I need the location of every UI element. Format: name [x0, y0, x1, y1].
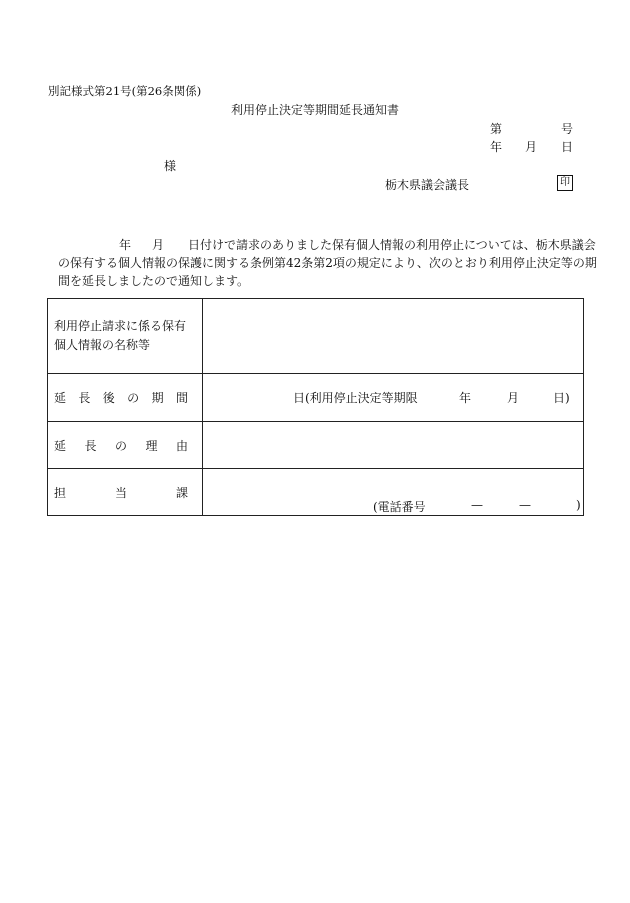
- info-table: [47, 298, 584, 516]
- label-char: の: [114, 438, 127, 453]
- period-year-text: 年: [459, 391, 472, 405]
- period-day-text: 日(利用停止決定等期限: [293, 391, 418, 405]
- document-title: 利用停止決定等期間延長通知書: [230, 103, 399, 117]
- extension-reason-label: [54, 437, 188, 454]
- label-char: 理: [145, 438, 158, 453]
- period-month-text: 月: [507, 391, 520, 405]
- extended-period-value-cell: [203, 374, 584, 422]
- label-cell: [48, 299, 203, 374]
- doc-number-prefix: 第: [490, 122, 503, 136]
- table-row: [48, 469, 584, 516]
- info-name-value-cell: [203, 299, 584, 374]
- label-char: 長: [84, 438, 97, 453]
- label-char: 延: [54, 438, 67, 453]
- date-month: 月: [525, 140, 538, 154]
- addressee-honorific: 様: [164, 159, 177, 173]
- table-row: [48, 374, 584, 422]
- extended-period-label: [54, 389, 188, 406]
- issuer-name: 栃木県議会議長: [385, 178, 470, 192]
- table-row: [48, 299, 584, 374]
- form-number-label: 別記様式第21号(第26条関係): [48, 84, 202, 98]
- date-year: 年: [490, 140, 503, 154]
- body-line-2: の保有する個人情報の保護に関する条例第42条第2項の規定により、次のとおり利用停止決定等の期: [58, 256, 597, 270]
- body-year: 年: [119, 238, 132, 252]
- label-char: 期: [151, 391, 164, 405]
- department-value-cell: [203, 469, 584, 516]
- label-char: 担: [54, 485, 67, 500]
- label-char: 長: [78, 391, 91, 405]
- body-line-3: 間を延長しましたので通知します。: [58, 274, 250, 288]
- doc-number-suffix: 号: [561, 122, 574, 136]
- label-char: 当: [114, 485, 127, 500]
- department-label: [54, 484, 188, 501]
- label-char: 課: [175, 485, 188, 500]
- body-month: 月: [152, 238, 165, 252]
- date-day: 日: [561, 140, 574, 154]
- info-name-label: [54, 317, 202, 355]
- label-char: 後: [102, 391, 115, 405]
- seal-mark: 印: [557, 175, 573, 191]
- label-char: の: [127, 391, 140, 405]
- phone-dash-2: —: [519, 498, 531, 512]
- period-close-text: 日): [553, 391, 570, 405]
- label-char: 間: [175, 391, 188, 405]
- info-name-label-line2: 個人情報の名称等: [54, 338, 151, 352]
- phone-close-text: ): [576, 498, 581, 512]
- info-name-label-line1: 利用停止請求に係る保有: [54, 319, 187, 333]
- phone-dash-1: —: [471, 498, 483, 512]
- body-line-1: 日付けで請求のありました保有個人情報の利用停止については、栃木県議会: [188, 238, 596, 252]
- label-cell: [48, 374, 203, 422]
- label-cell: [48, 422, 203, 469]
- label-char: 由: [175, 438, 188, 453]
- phone-open-text: (電話番号: [373, 500, 426, 514]
- table-row: [48, 422, 584, 469]
- label-char: 延: [54, 391, 67, 405]
- extension-reason-value-cell: [203, 422, 584, 469]
- label-cell: [48, 469, 203, 516]
